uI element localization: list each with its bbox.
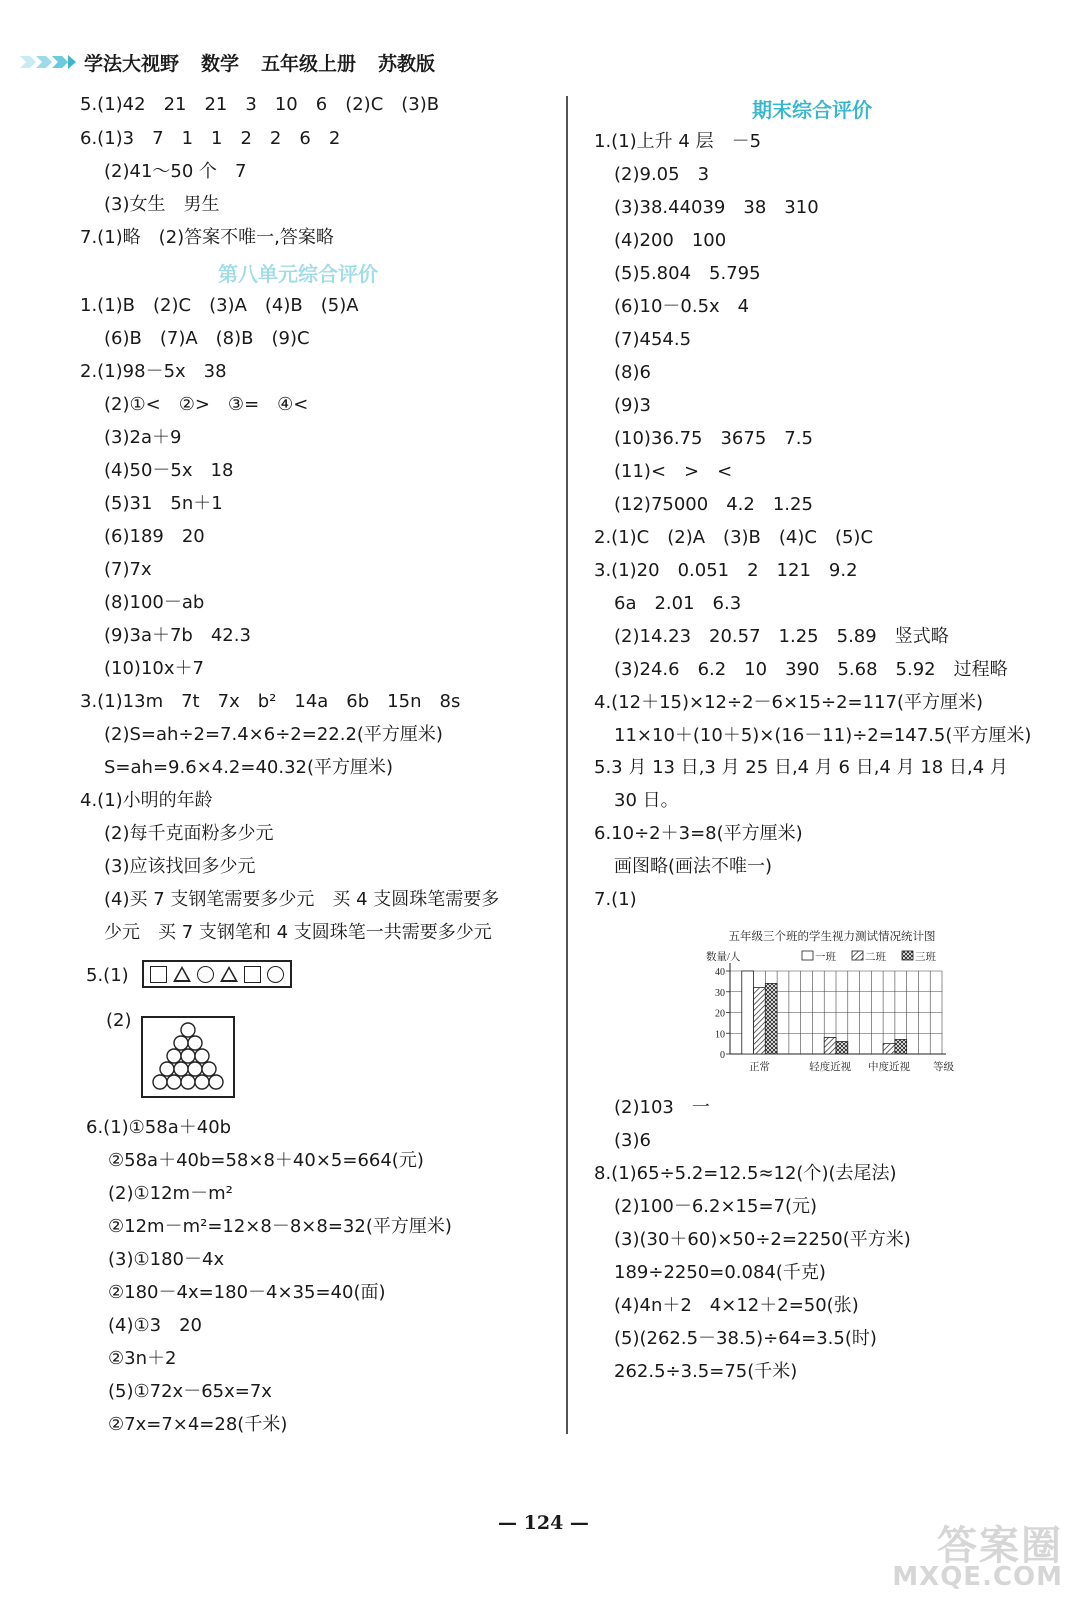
bar [836, 1042, 848, 1054]
circle-pyramid-icon [143, 1018, 233, 1096]
bar [895, 1039, 907, 1054]
answer-line: 7.(1) [594, 889, 637, 910]
answer-line: (8)6 [614, 362, 651, 383]
answer-line: ②12m－m²=12×8－8×8=32(平方厘米) [108, 1216, 452, 1237]
answer-line: 4.(12＋15)×12÷2－6×15÷2=117(平方厘米) [594, 692, 984, 713]
bar [824, 1037, 836, 1054]
answer-line: (11)< > < [614, 461, 733, 482]
answer-line: 4.(1)小明的年龄 [80, 790, 213, 811]
triangle-icon [173, 966, 191, 982]
legend-swatch [852, 951, 863, 960]
legend-label: 三班 [915, 952, 936, 963]
answer-line: ②58a＋40b=58×8＋40×5=664(元) [108, 1150, 424, 1171]
answer-line: 2.(1)98－5x 38 [80, 361, 227, 382]
answer-line: (6)B (7)A (8)B (9)C [104, 328, 310, 349]
vision-test-bar-chart [700, 928, 965, 1078]
answer-line: (3)24.6 6.2 10 390 5.68 5.92 过程略 [614, 659, 1008, 680]
bar [883, 1044, 895, 1054]
legend-swatch [802, 951, 813, 960]
answer-line: ②180－4x=180－4×35=40(面) [108, 1282, 386, 1303]
answer-line: (7)454.5 [614, 329, 692, 350]
x-axis-label: 等级 [933, 1062, 954, 1073]
answer-line: (3)应该找回多少元 [104, 856, 256, 877]
answer-line: 7.(1)略 (2)答案不唯一,答案略 [80, 227, 334, 248]
legend-label: 一班 [815, 952, 836, 963]
section-title: 第八单元综合评价 [218, 262, 378, 286]
answer-line: 2.(1)C (2)A (3)B (4)C (5)C [594, 527, 874, 548]
grade: 五年级上册 [261, 52, 357, 75]
answer-line: (5)31 5n＋1 [104, 493, 223, 514]
edition: 苏教版 [378, 52, 436, 75]
answer-line: (3)38.44039 38 310 [614, 197, 819, 218]
answer-line: 1.(1)上升 4 层 －5 [594, 131, 762, 152]
y-tick-label: 10 [715, 1029, 725, 1041]
answer-line: (2)每千克面粉多少元 [104, 823, 274, 844]
shape-sequence-figure [142, 960, 292, 988]
answer-line: (8)100－ab [104, 592, 205, 613]
answer-line: 3.(1)20 0.051 2 121 9.2 [594, 560, 858, 581]
triangle-icon [220, 966, 238, 982]
answer-line: 189÷2250=0.084(千克) [614, 1262, 826, 1283]
answer-line: (6)10－0.5x 4 [614, 296, 750, 317]
answer-line: (10)36.75 3675 7.5 [614, 428, 813, 449]
book-series: 学法大视野 [84, 52, 180, 75]
bar [754, 988, 766, 1054]
answer-line: (4)200 100 [614, 230, 727, 251]
answer-line: (4)50－5x 18 [104, 460, 234, 481]
page-header [20, 46, 457, 78]
answer-line: (12)75000 4.2 1.25 [614, 494, 813, 515]
x-tick-label: 正常 [748, 1062, 770, 1073]
answer-line: 6a 2.01 6.3 [614, 593, 742, 614]
bar [765, 983, 777, 1054]
answer-line: (4)①3 20 [108, 1315, 202, 1336]
x-tick-label: 轻度近视 [809, 1062, 852, 1073]
circle-icon [197, 966, 214, 983]
square-icon [244, 966, 261, 983]
page-number: — 124 — [498, 1512, 589, 1534]
answer-line: (6)189 20 [104, 526, 205, 547]
square-icon [150, 966, 167, 983]
answer-line: S=ah=9.6×4.2=40.32(平方厘米) [104, 757, 394, 778]
column-divider [566, 96, 568, 1434]
answer-line: (2)9.05 3 [614, 164, 710, 185]
answer-line: 6.(1)3 7 1 1 2 2 6 2 [80, 128, 341, 149]
circle-icon [267, 966, 284, 983]
answer-line: 画图略(画法不唯一) [614, 856, 773, 877]
answer-line: (2)100－6.2×15=7(元) [614, 1196, 818, 1217]
answer-line: 1.(1)B (2)C (3)A (4)B (5)A [80, 295, 359, 316]
subject: 数学 [201, 52, 240, 75]
answer-line: 6.10÷2＋3=8(平方厘米) [594, 823, 803, 844]
watermark [873, 1514, 1063, 1594]
circle-pyramid-figure [141, 1016, 235, 1098]
answer-line: (9)3a＋7b 42.3 [104, 625, 251, 646]
answer-line: (7)7x [104, 559, 152, 580]
y-tick-label: 30 [715, 987, 725, 999]
legend-label: 二班 [865, 952, 886, 963]
answer-line: (3)6 [614, 1130, 651, 1151]
answer-line: ②3n＋2 [108, 1348, 177, 1369]
answer-line: 6.(1)①58a＋40b [86, 1117, 232, 1138]
y-tick-label: 0 [720, 1050, 725, 1061]
answer-line: (2)103 一 [614, 1097, 710, 1118]
arrow-decoration-icon [20, 52, 82, 72]
legend-swatch [902, 951, 913, 960]
chart-title: 五年级三个班的学生视力测试情况统计图 [728, 931, 936, 943]
answer-line: (2)①< ②> ③= ④< [104, 394, 309, 415]
y-axis-label: 数量/人 [706, 952, 741, 963]
answer-line: 262.5÷3.5=75(千米) [614, 1361, 798, 1382]
answer-line: 少元 买 7 支钢笔和 4 支圆珠笔一共需要多少元 [104, 922, 492, 943]
watermark-logo-text: 答案圈 [937, 1523, 1063, 1569]
answer-line: (5)(262.5－38.5)÷64=3.5(时) [614, 1328, 877, 1349]
y-tick-label: 40 [715, 967, 725, 978]
answer-line: (9)3 [614, 395, 651, 416]
answer-line: (2)①12m－m² [108, 1183, 233, 1204]
answer-line: 5.(1)42 21 21 3 10 6 (2)C (3)B [80, 94, 440, 115]
answer-line: (2)41～50 个 7 [104, 161, 247, 182]
answer-line: (3)(30＋60)×50÷2=2250(平方米) [614, 1229, 911, 1250]
answer-line: (2)S=ah÷2=7.4×6÷2=22.2(平方厘米) [104, 724, 443, 745]
answer-line: 5.3 月 13 日,3 月 25 日,4 月 6 日,4 月 18 日,4 月 [594, 757, 1008, 778]
answer-line: 30 日。 [614, 790, 679, 811]
section-title: 期末综合评价 [752, 98, 872, 122]
answer-line: ②7x=7×4=28(千米) [108, 1414, 288, 1435]
answer-line: (5)①72x－65x=7x [108, 1381, 272, 1402]
answer-line: (5)5.804 5.795 [614, 263, 761, 284]
bar [742, 971, 754, 1054]
answer-line: (3)①180－4x [108, 1249, 225, 1270]
answer-line: (2) [106, 1010, 132, 1031]
x-tick-label: 中度近视 [868, 1062, 910, 1073]
answer-line: (2)14.23 20.57 1.25 5.89 竖式略 [614, 626, 949, 647]
answer-line: (3)2a＋9 [104, 427, 182, 448]
watermark-url: MXQE.COM [892, 1562, 1063, 1592]
answer-line: 11×10＋(10＋5)×(16－11)÷2=147.5(平方厘米) [614, 725, 1032, 746]
answer-line: 3.(1)13m 7t 7x b² 14a 6b 15n 8s [80, 691, 461, 712]
answer-line: 5.(1) [86, 965, 129, 986]
answer-line: (10)10x＋7 [104, 658, 204, 679]
answer-line: 8.(1)65÷5.2=12.5≈12(个)(去尾法) [594, 1163, 897, 1184]
answer-line: (3)女生 男生 [104, 194, 220, 215]
answer-line: (4)4n＋2 4×12＋2=50(张) [614, 1295, 859, 1316]
answer-line: (4)买 7 支钢笔需要多少元 买 4 支圆珠笔需要多 [104, 889, 500, 910]
y-tick-label: 20 [715, 1008, 725, 1020]
